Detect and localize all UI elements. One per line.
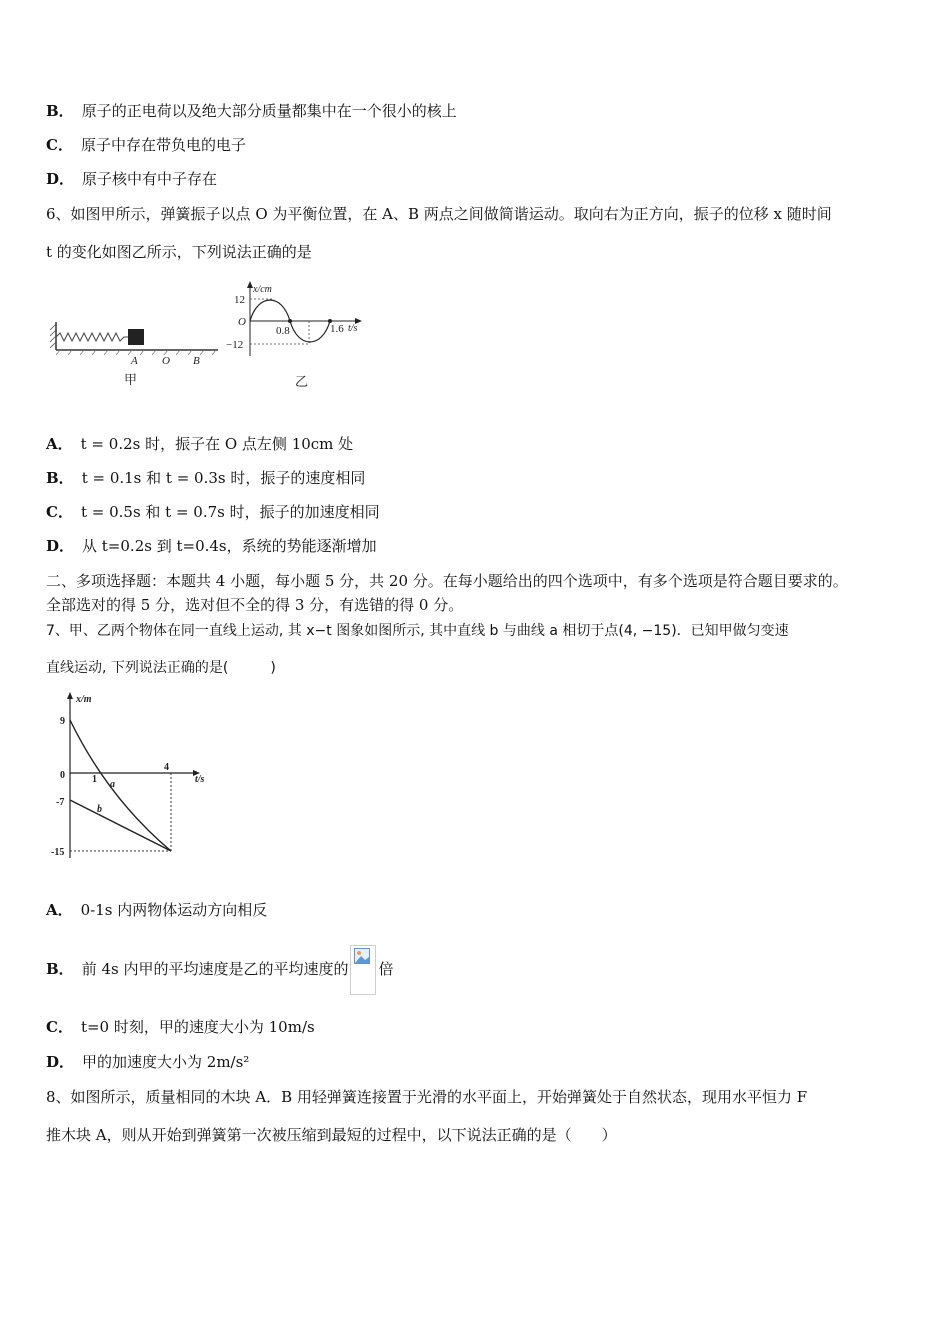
section2-line2: 全部选对的得 5 分，选对但不全的得 3 分，有选错的得 0 分。 [46,596,464,614]
q6-option-c-text: t = 0.5s 和 t = 0.7s 时，振子的加速度相同 [80,503,380,521]
q6-figure-yi [222,278,372,393]
oscillator-block [128,329,144,345]
q7-option-c-text: t=0 时刻，甲的速度大小为 10m/s [80,1018,315,1036]
q7-option-a: A． 0-1s 内两物体运动方向相反 [46,901,268,919]
label-o: O [162,355,170,367]
q7-stem-line1: 7、甲、乙两个物体在同一直线上运动, 其 x−t 图象如图所示, 其中直线 b 与曲线 a 相切于点(4, −15)．已知甲做匀变速 [46,623,789,639]
q7-option-d-text: 甲的加速度大小为 2m/s² [82,1053,250,1071]
curve-a-label: a [110,779,115,790]
q5-option-d-text: 原子核中有中子存在 [82,170,218,188]
q6-stem-line1: 6、如图甲所示，弹簧振子以点 O 为平衡位置，在 A、B 两点之间做简谐运动。取向右为正方向，振子的位移 x 随时间 [46,205,832,223]
x-axis-label: t/s [348,323,358,334]
q6-figure-jia [50,320,220,390]
section2-line1: 二、多项选择题：本题共 4 小题，每小题 5 分，共 20 分。在每小题给出的四个选项中，有多个选项是符合题目要求的。 [46,572,848,590]
line-b-label: b [97,804,102,815]
q6-option-a-text: t = 0.2s 时，振子在 O 点左侧 10cm 处 [80,435,354,453]
x-axis-label: t/s [195,774,205,785]
q5-option-d: D． 原子核中有中子存在 [46,170,218,188]
q5-option-b: B． 原子的正电荷以及绝大部分质量都集中在一个很小的核上 [46,102,457,120]
caption-yi: 乙 [295,374,309,389]
q7-option-b-text-after: 倍 [378,960,394,978]
q5-option-b-text: 原子的正电荷以及绝大部分质量都集中在一个很小的核上 [81,102,457,120]
q8-stem-line2: 推木块 A，则从开始到弹簧第一次被压缩到最短的过程中，以下说法正确的是（ ） [46,1126,617,1144]
q5-option-c-text: 原子中存在带负电的电子 [80,136,246,154]
y-tick-9: 9 [60,716,65,727]
x-tick-1: 1 [92,774,97,785]
q6-option-d: D． 从 t=0.2s 到 t=0.4s，系统的势能逐渐增加 [46,537,377,555]
q7-option-c: C． t=0 时刻，甲的速度大小为 10m/s [46,1018,315,1036]
line-b [70,800,171,851]
q7-option-a-text: 0-1s 内两物体运动方向相反 [80,901,268,919]
broken-image-icon [350,945,376,995]
label-b: B [193,355,200,367]
y-tick-neg15: -15 [51,847,65,858]
q6-option-a: A． t = 0.2s 时，振子在 O 点左侧 10cm 处 [46,435,354,453]
x-tick-1-6: 1.6 [330,323,344,335]
q6-option-d-text: 从 t=0.2s 到 t=0.4s，系统的势能逐渐增加 [82,537,377,555]
y-tick-12: 12 [234,294,245,306]
origin-label: O [238,316,246,328]
q7-stem-line2: 直线运动, 下列说法正确的是( ) [46,660,276,676]
y-tick-neg7: -7 [56,797,65,808]
x-tick-4: 4 [164,762,169,773]
q6-option-c: C． t = 0.5s 和 t = 0.7s 时，振子的加速度相同 [46,503,380,521]
q7-option-b: B． 前 4s 内甲的平均速度是乙的平均速度的 倍 [46,944,393,995]
x-tick-0-8: 0.8 [276,325,290,337]
q5-option-c: C． 原子中存在带负电的电子 [46,136,246,154]
y-axis-label: x/m [76,694,92,705]
curve-a [70,720,171,851]
q6-option-b-text: t = 0.1s 和 t = 0.3s 时，振子的速度相同 [81,469,366,487]
q7-figure [48,688,218,863]
y-tick-0: 0 [60,770,65,781]
label-a: A [131,355,138,367]
q6-stem-line2: t 的变化如图乙所示，下列说法正确的是 [46,243,312,261]
q7-option-b-text-before: 前 4s 内甲的平均速度是乙的平均速度的 [81,960,349,978]
q7-option-d: D． 甲的加速度大小为 2m/s² [46,1053,250,1071]
y-tick-neg12: −12 [226,339,244,351]
q6-option-b: B． t = 0.1s 和 t = 0.3s 时，振子的速度相同 [46,469,366,487]
y-axis-label: x/cm [253,284,272,295]
caption-jia: 甲 [124,372,138,387]
q8-stem-line1: 8、如图所示，质量相同的木块 A．B 用轻弹簧连接置于光滑的水平面上，开始弹簧处于自然状态，现用水平恒力 F [46,1088,808,1106]
